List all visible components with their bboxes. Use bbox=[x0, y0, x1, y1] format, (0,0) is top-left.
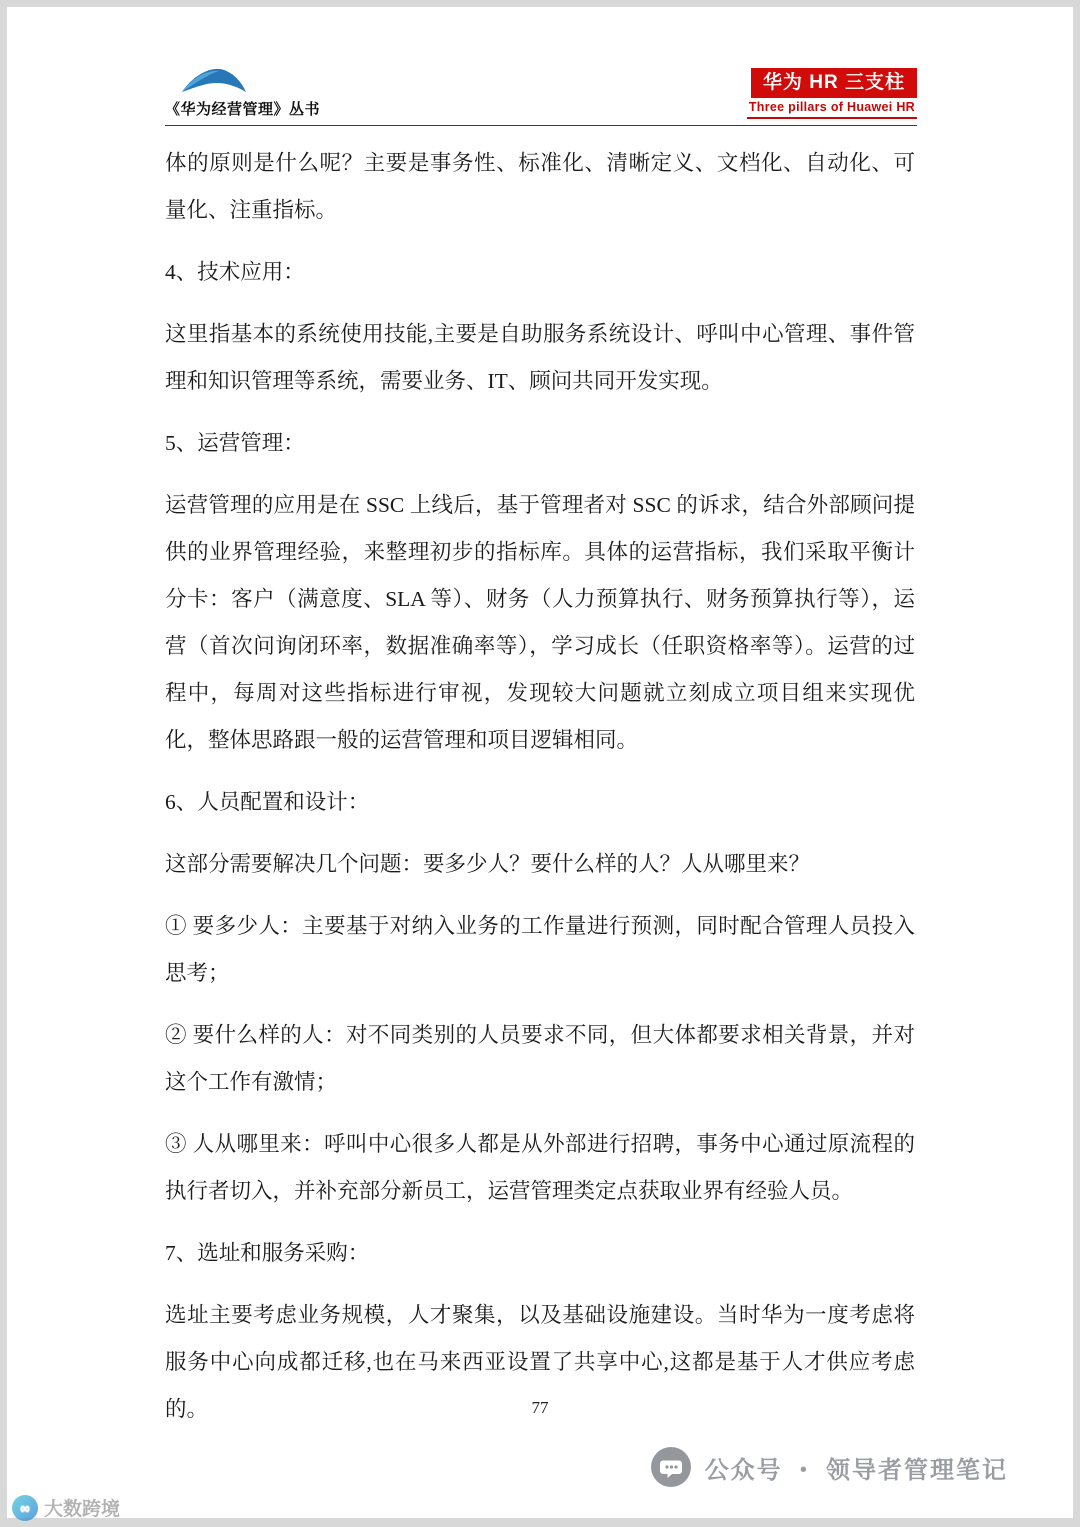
hr-pillars-banner-subtitle: Three pillars of Huawei HR bbox=[747, 100, 917, 119]
body-paragraph: ① 要多少人：主要基于对纳入业务的工作量进行预测，同时配合管理人员投入思考； bbox=[165, 914, 915, 985]
page-number: 77 bbox=[531, 1398, 549, 1417]
body-paragraph: 这部分需要解决几个问题：要多少人？要什么样的人？人从哪里来？ bbox=[165, 852, 811, 876]
series-logo-icon bbox=[179, 65, 320, 95]
body-paragraph: ② 要什么样的人：对不同类别的人员要求不同，但大体都要求相关背景，并对这个工作有激情； bbox=[165, 1023, 915, 1094]
body-paragraph: ③ 人从哪里来：呼叫中心很多人都是从外部进行招聘，事务中心通过原流程的执行者切入，并补充部分新员工，运营管理类定点获取业界有经验人员。 bbox=[165, 1132, 915, 1203]
infinity-badge-icon: ∞ bbox=[12, 1495, 38, 1521]
watermark-right bbox=[651, 1447, 1008, 1487]
series-title: 《华为经营管理》丛书 bbox=[165, 102, 321, 118]
section-heading: 7、选址和服务采购： bbox=[165, 1241, 370, 1265]
body-paragraph: 体的原则是什么呢？主要是事务性、标准化、清晰定义、文档化、自动化、可量化、注重指标。 bbox=[165, 151, 915, 222]
header-right bbox=[747, 68, 917, 119]
section-heading: 4、技术应用： bbox=[165, 260, 305, 284]
document-page bbox=[7, 7, 1073, 1518]
watermark-left-label: 大数跨境 bbox=[44, 1499, 121, 1520]
watermark-right-label: 公众号 ・ 领导者管理笔记 bbox=[704, 1456, 1008, 1484]
header-left bbox=[165, 65, 320, 119]
page-header bbox=[7, 7, 1073, 125]
section-heading: 5、运营管理： bbox=[165, 431, 305, 455]
wechat-official-account-icon bbox=[651, 1447, 691, 1487]
body-paragraph: 选址主要考虑业务规模，人才聚集，以及基础设施建设。当时华为一度考虑将服务中心向成都迁移,也在马来西亚设置了共享中心,这都是基于人才供应考虑的。 bbox=[165, 1303, 915, 1421]
section-heading: 6、人员配置和设计： bbox=[165, 790, 370, 814]
body-paragraph: 运营管理的应用是在 SSC 上线后，基于管理者对 SSC 的诉求，结合外部顾问提供的业界管理经验，来整理初步的指标库。具体的运营指标，我们采取平衡计分卡：客户（满意度、SLA 等）、财务（人力预算执行、财务预算执行等），运营（首次问询闭环率，数据准确率等），学习成长（任职资格率等）。运营的过程中，每周对这些指标进行审视，发现较大问题就立刻成立项目组来实现优化，整体思路跟一般的运营管理和项目逻辑相同。 bbox=[165, 493, 915, 752]
body-paragraph: 这里指基本的系统使用技能,主要是自助服务系统设计、呼叫中心管理、事件管理和知识管理等系统，需要业务、IT、顾问共同开发实现。 bbox=[165, 322, 915, 393]
document-body bbox=[7, 126, 1073, 1433]
hr-pillars-banner: 华为 HR 三支柱 bbox=[751, 68, 917, 98]
watermark-left bbox=[12, 1494, 120, 1521]
